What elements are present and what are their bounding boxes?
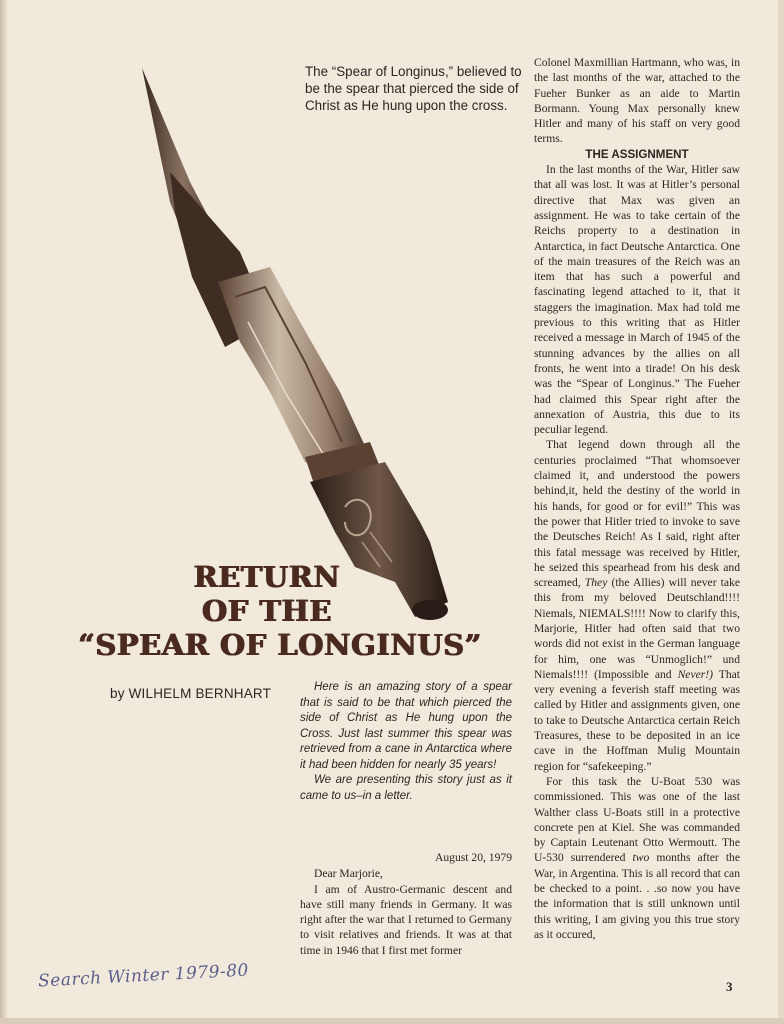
letter-salutation: Dear Marjorie, xyxy=(314,867,383,881)
letter-paragraph-1: I am of Austro-Germanic descent and have still many friends in Germany. It was right after the war that I returned to Germany to visit relatives and friends. It was at that time in 1946 that I first met former xyxy=(300,882,512,957)
right-column-paragraph-2: That legend down through all the centuries proclaimed “That whomsoever claimed it, and understood the powers behind,it, held the destiny of the world in his hands, for good or for evil!” This was the power that Hitler tried to invoke to save the Deutsches Reich! As I said, right after this fatal message was received by Hitler, he seized this spearhead from his desk and screamed, They (the Allies) will never take this from my beloved Deutschland!!!! Niemals, NIEMALS!!!! Now to clarify this, Marjorie, Hitler had often said that two words did not exist in the German language for him, one was “Unmoglich!” und Niemals!!!! (Impossible and Never!) That very evening a feverish staff meeting was called by Hitler and assignments given, one to take to Deutsche Antarctica certain Reich Treasures, these to be deposited in an ice cave in the Hoffman Mulig Mountain region for “safekeeping.” xyxy=(534,438,741,773)
page-edge-right xyxy=(778,0,784,1024)
page-number: 3 xyxy=(726,979,733,994)
article-title-line-1: RETURN xyxy=(193,560,341,594)
article-title-line-2: OF THE xyxy=(201,594,333,628)
image-caption: The “Spear of Longinus,” believed to be the spear that pierced the side of Christ as He hung upon the cross. xyxy=(305,64,522,113)
article-title-line-3: “SPEAR OF LONGINUS” xyxy=(78,628,482,662)
handwritten-note: Search Winter 1979-80 xyxy=(37,960,250,992)
article-intro xyxy=(300,680,512,804)
intro-paragraph-1: Here is an amazing story of a spear that is said to be that which pierced the side of Christ as He hung upon the Cross. Just last summer this spear was retrieved from a cane in Antarctica where it had been hidden for nearly 35 years! xyxy=(300,681,512,771)
right-text-column xyxy=(534,55,740,942)
letter-column xyxy=(300,850,512,958)
page-edge-bottom xyxy=(0,1018,784,1024)
section-heading: THE ASSIGNMENT xyxy=(585,147,689,161)
right-column-paragraph-0: Colonel Maxmillian Hartmann, who was, in the last months of the war, attached to the Fueher Bunker as an aide to Martin Bormann. Young Max personally knew Hitler and many of his staff on very good terms. xyxy=(534,56,740,146)
right-column-paragraph-3: For this task the U-Boat 530 was commissioned. This was one of the last Walther class U-Boats still in a protective concrete pen at Kiel. She was commanded by Captain Leutenant Otto Wermoutt. The U-530 surrendered two months after the War, in Argentina. This is all record that can be checked to a point. . .so now you have the information that is still unknown until this writing, I am giving you this true story as it occured, xyxy=(534,774,740,941)
letter-date: August 20, 1979 xyxy=(435,851,512,864)
byline: by WILHELM BERNHART xyxy=(110,686,272,701)
intro-paragraph-2: We are presenting this story just as it came to us–in a letter. xyxy=(300,774,512,802)
spear-illustration xyxy=(130,62,460,627)
right-column-paragraph-1: In the last months of the War, Hitler saw that all was lost. It was at Hitler’s personal directive that Max was given an assignment. He was to take certain of the Reichs property to a destination in Antarctica, in fact Deutsche Antarctica. One of the main treasures of the Reich was an item that has such a powerful and fascinating legend attached to it, that it staggers the imagination. Max had told me previous to this writing that as Hitler received a message in March of 1945 of the stunning advances by the allies on all fronts, he went into a tirade! On his desk was the “Spear of Longinus.” The Fueher had claimed this Spear right after the annexation of Austria, this due to its peculiar legend. xyxy=(534,163,740,437)
page-edge-left xyxy=(0,0,8,1024)
